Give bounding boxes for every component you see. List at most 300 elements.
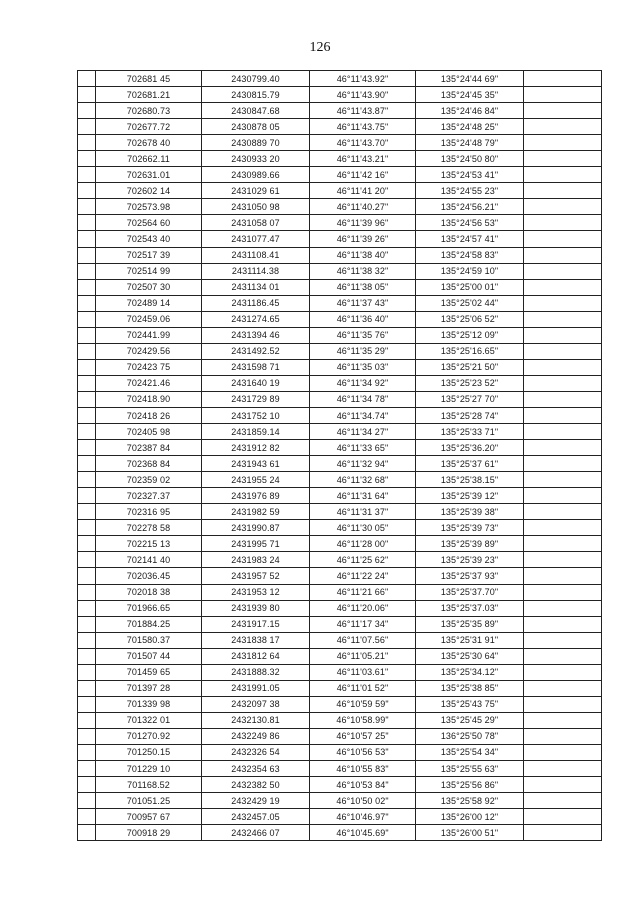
y-coordinate-cell: 2432354 63 xyxy=(202,761,310,777)
x-coordinate-cell: 702677.72 xyxy=(96,119,202,135)
y-coordinate-cell: 2432326 54 xyxy=(202,744,310,760)
x-coordinate-cell: 701397 28 xyxy=(96,680,202,696)
notes-cell xyxy=(524,696,602,712)
row-index-cell xyxy=(78,680,96,696)
notes-cell xyxy=(524,327,602,343)
table-row xyxy=(78,552,602,568)
latitude-cell: 46°10'46.97" xyxy=(310,809,416,825)
longitude-cell: 135°25'37 61" xyxy=(416,456,524,472)
latitude-cell: 46°11'34 78" xyxy=(310,391,416,407)
table-row xyxy=(78,825,602,841)
y-coordinate-cell: 2431991.05 xyxy=(202,680,310,696)
table-row xyxy=(78,424,602,440)
notes-cell xyxy=(524,536,602,552)
longitude-cell: 135°25'16.65" xyxy=(416,343,524,359)
longitude-cell: 135°25'39 12" xyxy=(416,488,524,504)
page-number: 126 xyxy=(309,40,331,55)
longitude-cell: 135°26'00 12" xyxy=(416,809,524,825)
table-row xyxy=(78,343,602,359)
row-index-cell xyxy=(78,215,96,231)
longitude-cell: 135°25'34.12" xyxy=(416,664,524,680)
x-coordinate-cell: 702018 38 xyxy=(96,584,202,600)
row-index-cell xyxy=(78,616,96,632)
x-coordinate-cell: 702368 84 xyxy=(96,456,202,472)
row-index-cell xyxy=(78,712,96,728)
y-coordinate-cell: 2431990.87 xyxy=(202,520,310,536)
y-coordinate-cell: 2431752 10 xyxy=(202,407,310,423)
table-row xyxy=(78,167,602,183)
table-row xyxy=(78,536,602,552)
y-coordinate-cell: 2431598 71 xyxy=(202,359,310,375)
longitude-cell: 135°25'36.20" xyxy=(416,440,524,456)
y-coordinate-cell: 2431888.32 xyxy=(202,664,310,680)
row-index-cell xyxy=(78,472,96,488)
table-row xyxy=(78,391,602,407)
x-coordinate-cell: 702543 40 xyxy=(96,231,202,247)
latitude-cell: 46°10'57 25" xyxy=(310,728,416,744)
longitude-cell: 135°25'02 44" xyxy=(416,295,524,311)
y-coordinate-cell: 2431859.14 xyxy=(202,424,310,440)
x-coordinate-cell: 701168.52 xyxy=(96,777,202,793)
row-index-cell xyxy=(78,359,96,375)
y-coordinate-cell: 2432457.05 xyxy=(202,809,310,825)
y-coordinate-cell: 2431917.15 xyxy=(202,616,310,632)
longitude-cell: 136°25'50 78" xyxy=(416,728,524,744)
row-index-cell xyxy=(78,327,96,343)
x-coordinate-cell: 701051.25 xyxy=(96,793,202,809)
longitude-cell: 135°25'38 85" xyxy=(416,680,524,696)
table-row xyxy=(78,809,602,825)
row-index-cell xyxy=(78,696,96,712)
row-index-cell xyxy=(78,600,96,616)
table-row xyxy=(78,263,602,279)
x-coordinate-cell: 701580.37 xyxy=(96,632,202,648)
x-coordinate-cell: 702421.46 xyxy=(96,375,202,391)
coordinates-table-container xyxy=(77,70,602,841)
coordinates-table xyxy=(77,70,602,841)
longitude-cell: 135°25'39 38" xyxy=(416,504,524,520)
x-coordinate-cell: 701250.15 xyxy=(96,744,202,760)
latitude-cell: 46°11'01 52" xyxy=(310,680,416,696)
table-row xyxy=(78,488,602,504)
x-coordinate-cell: 701884.25 xyxy=(96,616,202,632)
latitude-cell: 46°11'43.70" xyxy=(310,135,416,151)
table-row xyxy=(78,728,602,744)
row-index-cell xyxy=(78,247,96,263)
row-index-cell xyxy=(78,71,96,87)
row-index-cell xyxy=(78,744,96,760)
row-index-cell xyxy=(78,119,96,135)
x-coordinate-cell: 702573.98 xyxy=(96,199,202,215)
notes-cell xyxy=(524,793,602,809)
latitude-cell: 46°10'45.69" xyxy=(310,825,416,841)
latitude-cell: 46°11'28 00" xyxy=(310,536,416,552)
latitude-cell: 46°11'05.21" xyxy=(310,648,416,664)
row-index-cell xyxy=(78,552,96,568)
table-row xyxy=(78,375,602,391)
row-index-cell xyxy=(78,632,96,648)
notes-cell xyxy=(524,520,602,536)
y-coordinate-cell: 2431995 71 xyxy=(202,536,310,552)
y-coordinate-cell: 2431114.38 xyxy=(202,263,310,279)
table-row xyxy=(78,215,602,231)
x-coordinate-cell: 702680.73 xyxy=(96,103,202,119)
notes-cell xyxy=(524,504,602,520)
notes-cell xyxy=(524,279,602,295)
notes-cell xyxy=(524,552,602,568)
row-index-cell xyxy=(78,825,96,841)
y-coordinate-cell: 2431983 24 xyxy=(202,552,310,568)
y-coordinate-cell: 2431058 07 xyxy=(202,215,310,231)
notes-cell xyxy=(524,648,602,664)
latitude-cell: 46°11'22 24" xyxy=(310,568,416,584)
latitude-cell: 46°11'37 43" xyxy=(310,295,416,311)
longitude-cell: 135°25'30 64" xyxy=(416,648,524,664)
longitude-cell: 135°24'48 79" xyxy=(416,135,524,151)
y-coordinate-cell: 2430799.40 xyxy=(202,71,310,87)
longitude-cell: 135°25'21 50" xyxy=(416,359,524,375)
x-coordinate-cell: 702418 26 xyxy=(96,407,202,423)
table-row xyxy=(78,327,602,343)
longitude-cell: 135°24'57 41" xyxy=(416,231,524,247)
notes-cell xyxy=(524,472,602,488)
table-row xyxy=(78,616,602,632)
latitude-cell: 46°11'21 66" xyxy=(310,584,416,600)
notes-cell xyxy=(524,616,602,632)
x-coordinate-cell: 702215 13 xyxy=(96,536,202,552)
latitude-cell: 46°11'35 29" xyxy=(310,343,416,359)
table-row xyxy=(78,632,602,648)
row-index-cell xyxy=(78,488,96,504)
y-coordinate-cell: 2431957 52 xyxy=(202,568,310,584)
y-coordinate-cell: 2431982 59 xyxy=(202,504,310,520)
longitude-cell: 135°25'37.03" xyxy=(416,600,524,616)
y-coordinate-cell: 2431029 61 xyxy=(202,183,310,199)
notes-cell xyxy=(524,761,602,777)
row-index-cell xyxy=(78,520,96,536)
notes-cell xyxy=(524,600,602,616)
y-coordinate-cell: 2430847.68 xyxy=(202,103,310,119)
y-coordinate-cell: 2431812 64 xyxy=(202,648,310,664)
latitude-cell: 46°11'31 37" xyxy=(310,504,416,520)
x-coordinate-cell: 701270.92 xyxy=(96,728,202,744)
notes-cell xyxy=(524,135,602,151)
notes-cell xyxy=(524,424,602,440)
x-coordinate-cell: 701229 10 xyxy=(96,761,202,777)
table-row xyxy=(78,456,602,472)
row-index-cell xyxy=(78,440,96,456)
longitude-cell: 135°25'54 34" xyxy=(416,744,524,760)
longitude-cell: 135°25'39 89" xyxy=(416,536,524,552)
row-index-cell xyxy=(78,664,96,680)
x-coordinate-cell: 702459.06 xyxy=(96,311,202,327)
table-row xyxy=(78,600,602,616)
table-row xyxy=(78,520,602,536)
longitude-cell: 135°24'48 25" xyxy=(416,119,524,135)
table-row xyxy=(78,295,602,311)
notes-cell xyxy=(524,263,602,279)
longitude-cell: 135°25'33 71" xyxy=(416,424,524,440)
x-coordinate-cell: 702662.11 xyxy=(96,151,202,167)
longitude-cell: 135°25'35 89" xyxy=(416,616,524,632)
table-row xyxy=(78,584,602,600)
y-coordinate-cell: 2431939 80 xyxy=(202,600,310,616)
row-index-cell xyxy=(78,809,96,825)
latitude-cell: 46°10'58.99" xyxy=(310,712,416,728)
longitude-cell: 135°24'50 80" xyxy=(416,151,524,167)
table-row xyxy=(78,696,602,712)
notes-cell xyxy=(524,199,602,215)
y-coordinate-cell: 2432466 07 xyxy=(202,825,310,841)
longitude-cell: 135°24'45 35" xyxy=(416,87,524,103)
latitude-cell: 46°11'38 40" xyxy=(310,247,416,263)
latitude-cell: 46°11'38 05" xyxy=(310,279,416,295)
latitude-cell: 46°11'32 68" xyxy=(310,472,416,488)
x-coordinate-cell: 702036.45 xyxy=(96,568,202,584)
latitude-cell: 46°11'43.90" xyxy=(310,87,416,103)
latitude-cell: 46°11'35 03" xyxy=(310,359,416,375)
y-coordinate-cell: 2432130.81 xyxy=(202,712,310,728)
latitude-cell: 46°11'39 26" xyxy=(310,231,416,247)
notes-cell xyxy=(524,343,602,359)
notes-cell xyxy=(524,183,602,199)
x-coordinate-cell: 700918 29 xyxy=(96,825,202,841)
row-index-cell xyxy=(78,231,96,247)
y-coordinate-cell: 2431912 82 xyxy=(202,440,310,456)
x-coordinate-cell: 702359 02 xyxy=(96,472,202,488)
longitude-cell: 135°25'06 52" xyxy=(416,311,524,327)
y-coordinate-cell: 2431976 89 xyxy=(202,488,310,504)
table-row xyxy=(78,648,602,664)
notes-cell xyxy=(524,728,602,744)
x-coordinate-cell: 700957 67 xyxy=(96,809,202,825)
notes-cell xyxy=(524,215,602,231)
table-row xyxy=(78,664,602,680)
table-row xyxy=(78,793,602,809)
notes-cell xyxy=(524,151,602,167)
latitude-cell: 46°10'53 84" xyxy=(310,777,416,793)
latitude-cell: 46°11'38 32" xyxy=(310,263,416,279)
longitude-cell: 135°24'46 84" xyxy=(416,103,524,119)
x-coordinate-cell: 702514 99 xyxy=(96,263,202,279)
notes-cell xyxy=(524,825,602,841)
latitude-cell: 46°11'34 27" xyxy=(310,424,416,440)
latitude-cell: 46°11'43.92" xyxy=(310,71,416,87)
row-index-cell xyxy=(78,103,96,119)
table-row xyxy=(78,231,602,247)
longitude-cell: 135°25'37 93" xyxy=(416,568,524,584)
row-index-cell xyxy=(78,648,96,664)
latitude-cell: 46°11'20.06" xyxy=(310,600,416,616)
table-row xyxy=(78,744,602,760)
y-coordinate-cell: 2431077.47 xyxy=(202,231,310,247)
table-row xyxy=(78,680,602,696)
longitude-cell: 135°25'58 92" xyxy=(416,793,524,809)
longitude-cell: 135°24'44 69" xyxy=(416,71,524,87)
table-row xyxy=(78,103,602,119)
latitude-cell: 46°11'43.87" xyxy=(310,103,416,119)
x-coordinate-cell: 701459 65 xyxy=(96,664,202,680)
table-row xyxy=(78,472,602,488)
longitude-cell: 135°25'37.70" xyxy=(416,584,524,600)
y-coordinate-cell: 2432249 86 xyxy=(202,728,310,744)
notes-cell xyxy=(524,712,602,728)
row-index-cell xyxy=(78,295,96,311)
y-coordinate-cell: 2431955 24 xyxy=(202,472,310,488)
row-index-cell xyxy=(78,424,96,440)
row-index-cell xyxy=(78,199,96,215)
notes-cell xyxy=(524,247,602,263)
row-index-cell xyxy=(78,343,96,359)
x-coordinate-cell: 702387 84 xyxy=(96,440,202,456)
y-coordinate-cell: 2431186.45 xyxy=(202,295,310,311)
latitude-cell: 46°11'07.56" xyxy=(310,632,416,648)
notes-cell xyxy=(524,71,602,87)
y-coordinate-cell: 2432382 50 xyxy=(202,777,310,793)
x-coordinate-cell: 702681 45 xyxy=(96,71,202,87)
x-coordinate-cell: 702678 40 xyxy=(96,135,202,151)
table-row xyxy=(78,311,602,327)
x-coordinate-cell: 702418.90 xyxy=(96,391,202,407)
y-coordinate-cell: 2431274.65 xyxy=(202,311,310,327)
longitude-cell: 135°24'56 53" xyxy=(416,215,524,231)
table-row xyxy=(78,279,602,295)
x-coordinate-cell: 702423 75 xyxy=(96,359,202,375)
table-row xyxy=(78,183,602,199)
y-coordinate-cell: 2432429 19 xyxy=(202,793,310,809)
notes-cell xyxy=(524,295,602,311)
notes-cell xyxy=(524,680,602,696)
y-coordinate-cell: 2430815.79 xyxy=(202,87,310,103)
table-row xyxy=(78,199,602,215)
latitude-cell: 46°11'43.75" xyxy=(310,119,416,135)
notes-cell xyxy=(524,664,602,680)
row-index-cell xyxy=(78,263,96,279)
latitude-cell: 46°11'25 62" xyxy=(310,552,416,568)
latitude-cell: 46°11'17 34" xyxy=(310,616,416,632)
coordinates-table-body xyxy=(78,71,602,841)
notes-cell xyxy=(524,87,602,103)
table-row xyxy=(78,440,602,456)
y-coordinate-cell: 2431394 46 xyxy=(202,327,310,343)
x-coordinate-cell: 702564 60 xyxy=(96,215,202,231)
x-coordinate-cell: 702441.99 xyxy=(96,327,202,343)
notes-cell xyxy=(524,488,602,504)
table-row xyxy=(78,777,602,793)
latitude-cell: 46°11'36 40" xyxy=(310,311,416,327)
row-index-cell xyxy=(78,407,96,423)
x-coordinate-cell: 702681.21 xyxy=(96,87,202,103)
longitude-cell: 135°25'56 86" xyxy=(416,777,524,793)
table-row xyxy=(78,504,602,520)
notes-cell xyxy=(524,167,602,183)
longitude-cell: 135°25'55 63" xyxy=(416,761,524,777)
notes-cell xyxy=(524,375,602,391)
longitude-cell: 135°25'31 91" xyxy=(416,632,524,648)
row-index-cell xyxy=(78,135,96,151)
table-row xyxy=(78,135,602,151)
y-coordinate-cell: 2431729 89 xyxy=(202,391,310,407)
longitude-cell: 135°25'39 73" xyxy=(416,520,524,536)
notes-cell xyxy=(524,584,602,600)
longitude-cell: 135°25'43 75" xyxy=(416,696,524,712)
notes-cell xyxy=(524,391,602,407)
x-coordinate-cell: 702278 58 xyxy=(96,520,202,536)
table-row xyxy=(78,71,602,87)
notes-cell xyxy=(524,103,602,119)
longitude-cell: 135°24'56.21" xyxy=(416,199,524,215)
x-coordinate-cell: 701966.65 xyxy=(96,600,202,616)
notes-cell xyxy=(524,632,602,648)
row-index-cell xyxy=(78,728,96,744)
latitude-cell: 46°11'43.21" xyxy=(310,151,416,167)
row-index-cell xyxy=(78,777,96,793)
row-index-cell xyxy=(78,167,96,183)
y-coordinate-cell: 2430933 20 xyxy=(202,151,310,167)
notes-cell xyxy=(524,809,602,825)
latitude-cell: 46°11'34 92" xyxy=(310,375,416,391)
latitude-cell: 46°11'40.27" xyxy=(310,199,416,215)
table-row xyxy=(78,87,602,103)
longitude-cell: 135°24'53 41" xyxy=(416,167,524,183)
y-coordinate-cell: 2431134 01 xyxy=(202,279,310,295)
y-coordinate-cell: 2431838 17 xyxy=(202,632,310,648)
latitude-cell: 46°11'35 76" xyxy=(310,327,416,343)
notes-cell xyxy=(524,440,602,456)
longitude-cell: 135°25'23 52" xyxy=(416,375,524,391)
row-index-cell xyxy=(78,568,96,584)
latitude-cell: 46°11'31 64" xyxy=(310,488,416,504)
y-coordinate-cell: 2432097 38 xyxy=(202,696,310,712)
row-index-cell xyxy=(78,279,96,295)
y-coordinate-cell: 2431050 98 xyxy=(202,199,310,215)
x-coordinate-cell: 702316 95 xyxy=(96,504,202,520)
notes-cell xyxy=(524,456,602,472)
x-coordinate-cell: 701507 44 xyxy=(96,648,202,664)
notes-cell xyxy=(524,744,602,760)
notes-cell xyxy=(524,359,602,375)
row-index-cell xyxy=(78,311,96,327)
latitude-cell: 46°10'55 83" xyxy=(310,761,416,777)
y-coordinate-cell: 2430889 70 xyxy=(202,135,310,151)
latitude-cell: 46°11'30 05" xyxy=(310,520,416,536)
table-row xyxy=(78,407,602,423)
notes-cell xyxy=(524,407,602,423)
y-coordinate-cell: 2430989.66 xyxy=(202,167,310,183)
longitude-cell: 135°25'45 29" xyxy=(416,712,524,728)
notes-cell xyxy=(524,311,602,327)
y-coordinate-cell: 2431943 61 xyxy=(202,456,310,472)
longitude-cell: 135°25'27 70" xyxy=(416,391,524,407)
row-index-cell xyxy=(78,391,96,407)
latitude-cell: 46°10'56 53" xyxy=(310,744,416,760)
row-index-cell xyxy=(78,87,96,103)
latitude-cell: 46°11'41 20" xyxy=(310,183,416,199)
table-row xyxy=(78,119,602,135)
row-index-cell xyxy=(78,584,96,600)
longitude-cell: 135°25'00 01" xyxy=(416,279,524,295)
x-coordinate-cell: 702631.01 xyxy=(96,167,202,183)
x-coordinate-cell: 701339 98 xyxy=(96,696,202,712)
latitude-cell: 46°11'03.61" xyxy=(310,664,416,680)
y-coordinate-cell: 2430878 05 xyxy=(202,119,310,135)
table-row xyxy=(78,151,602,167)
y-coordinate-cell: 2431108.41 xyxy=(202,247,310,263)
y-coordinate-cell: 2431640 19 xyxy=(202,375,310,391)
row-index-cell xyxy=(78,536,96,552)
notes-cell xyxy=(524,231,602,247)
longitude-cell: 135°24'55 23" xyxy=(416,183,524,199)
